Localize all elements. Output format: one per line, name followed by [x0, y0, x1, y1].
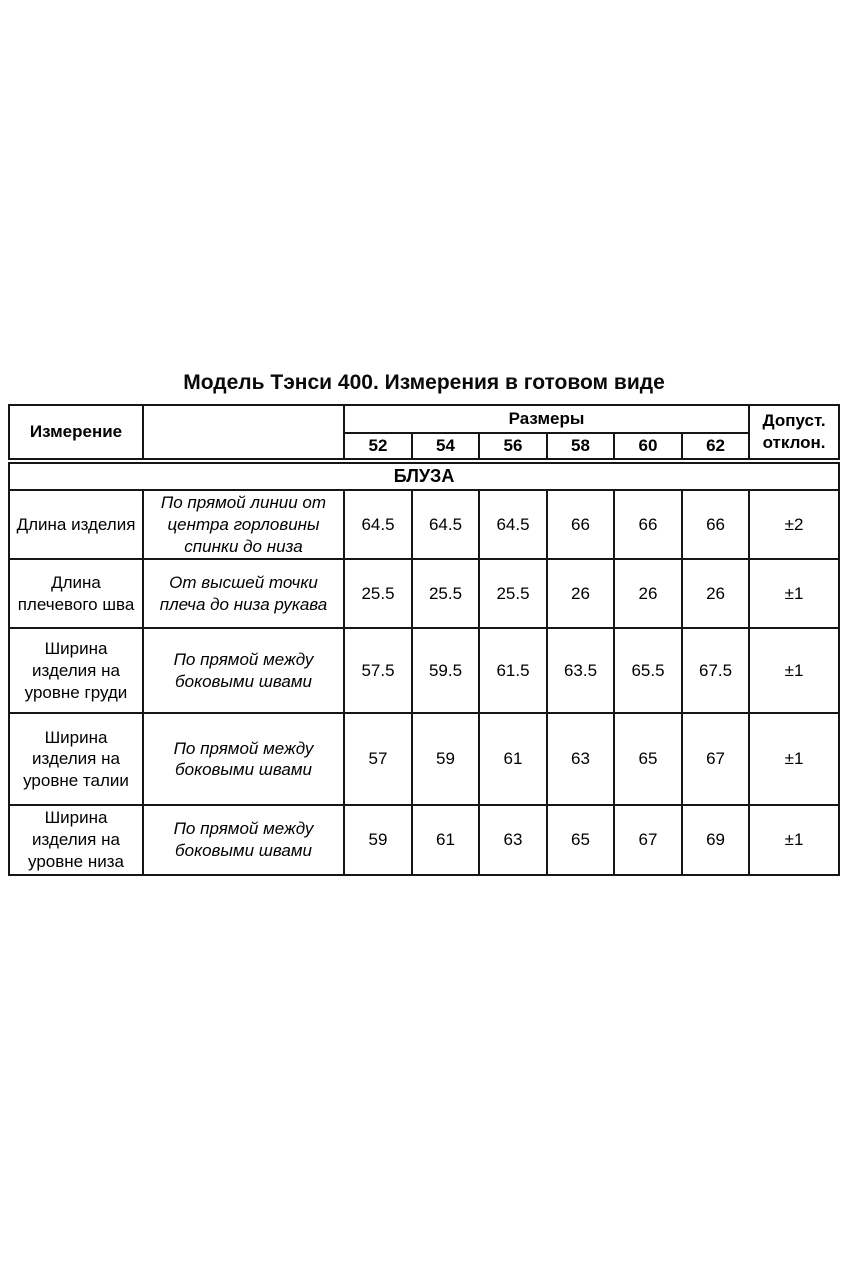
- size-column-header-56: 56: [479, 433, 547, 461]
- size-value: 61: [412, 805, 479, 874]
- tolerance-value: ±2: [749, 490, 839, 559]
- section-header-label: БЛУЗА: [9, 461, 839, 490]
- size-value: 26: [614, 559, 682, 628]
- size-column-header-58: 58: [547, 433, 614, 461]
- header-tolerance: Допуст. отклон.: [749, 405, 839, 461]
- size-column-header-54: 54: [412, 433, 479, 461]
- measurement-name: Ширина изделия на уровне талии: [9, 713, 143, 805]
- table-row: [9, 628, 839, 713]
- tolerance-value: ±1: [749, 628, 839, 713]
- measurement-description: По прямой между боковыми швами: [143, 713, 344, 805]
- tolerance-value: ±1: [749, 805, 839, 874]
- size-value: 66: [682, 490, 749, 559]
- size-value: 64.5: [412, 490, 479, 559]
- table-row: [9, 559, 839, 628]
- size-column-header-60: 60: [614, 433, 682, 461]
- measurement-name: Длина изделия: [9, 490, 143, 559]
- size-value: 67: [614, 805, 682, 874]
- size-column-header-52: 52: [344, 433, 412, 461]
- size-value: 57.5: [344, 628, 412, 713]
- page-title: Модель Тэнси 400. Измерения в готовом виде: [183, 371, 665, 394]
- size-value: 61: [479, 713, 547, 805]
- measurement-description: По прямой между боковыми швами: [143, 628, 344, 713]
- size-value: 61.5: [479, 628, 547, 713]
- measurement-name: Ширина изделия на уровне груди: [9, 628, 143, 713]
- size-value: 63: [479, 805, 547, 874]
- size-value: 26: [682, 559, 749, 628]
- size-value: 66: [547, 490, 614, 559]
- size-value: 26: [547, 559, 614, 628]
- size-value: 59: [412, 713, 479, 805]
- tolerance-value: ±1: [749, 559, 839, 628]
- measurements-table: [8, 404, 840, 876]
- size-value: 64.5: [479, 490, 547, 559]
- size-value: 25.5: [479, 559, 547, 628]
- size-value: 67: [682, 713, 749, 805]
- size-value: 57: [344, 713, 412, 805]
- size-value: 63.5: [547, 628, 614, 713]
- measurement-description: От высшей точки плеча до низа рукава: [143, 559, 344, 628]
- header-measurement: Измерение: [9, 405, 143, 461]
- size-column-header-62: 62: [682, 433, 749, 461]
- size-value: 69: [682, 805, 749, 874]
- table-row: [9, 713, 839, 805]
- section-header-row: [9, 461, 839, 490]
- header-row-sizes-group: [9, 405, 839, 433]
- size-value: 65: [614, 713, 682, 805]
- table-row: [9, 490, 839, 559]
- document-content: [0, 371, 848, 876]
- header-description-empty: [143, 405, 344, 461]
- table-row: [9, 805, 839, 874]
- size-value: 64.5: [344, 490, 412, 559]
- size-value: 67.5: [682, 628, 749, 713]
- size-value: 65.5: [614, 628, 682, 713]
- size-value: 25.5: [412, 559, 479, 628]
- size-value: 59.5: [412, 628, 479, 713]
- measurement-name: Длина плечевого шва: [9, 559, 143, 628]
- measurement-name: Ширина изделия на уровне низа: [9, 805, 143, 874]
- measurement-description: По прямой между боковыми швами: [143, 805, 344, 874]
- tolerance-value: ±1: [749, 713, 839, 805]
- size-value: 66: [614, 490, 682, 559]
- size-value: 59: [344, 805, 412, 874]
- header-sizes-group: Размеры: [344, 405, 749, 433]
- size-value: 65: [547, 805, 614, 874]
- size-value: 63: [547, 713, 614, 805]
- size-value: 25.5: [344, 559, 412, 628]
- measurement-description: По прямой линии от центра горловины спинки до низа: [143, 490, 344, 559]
